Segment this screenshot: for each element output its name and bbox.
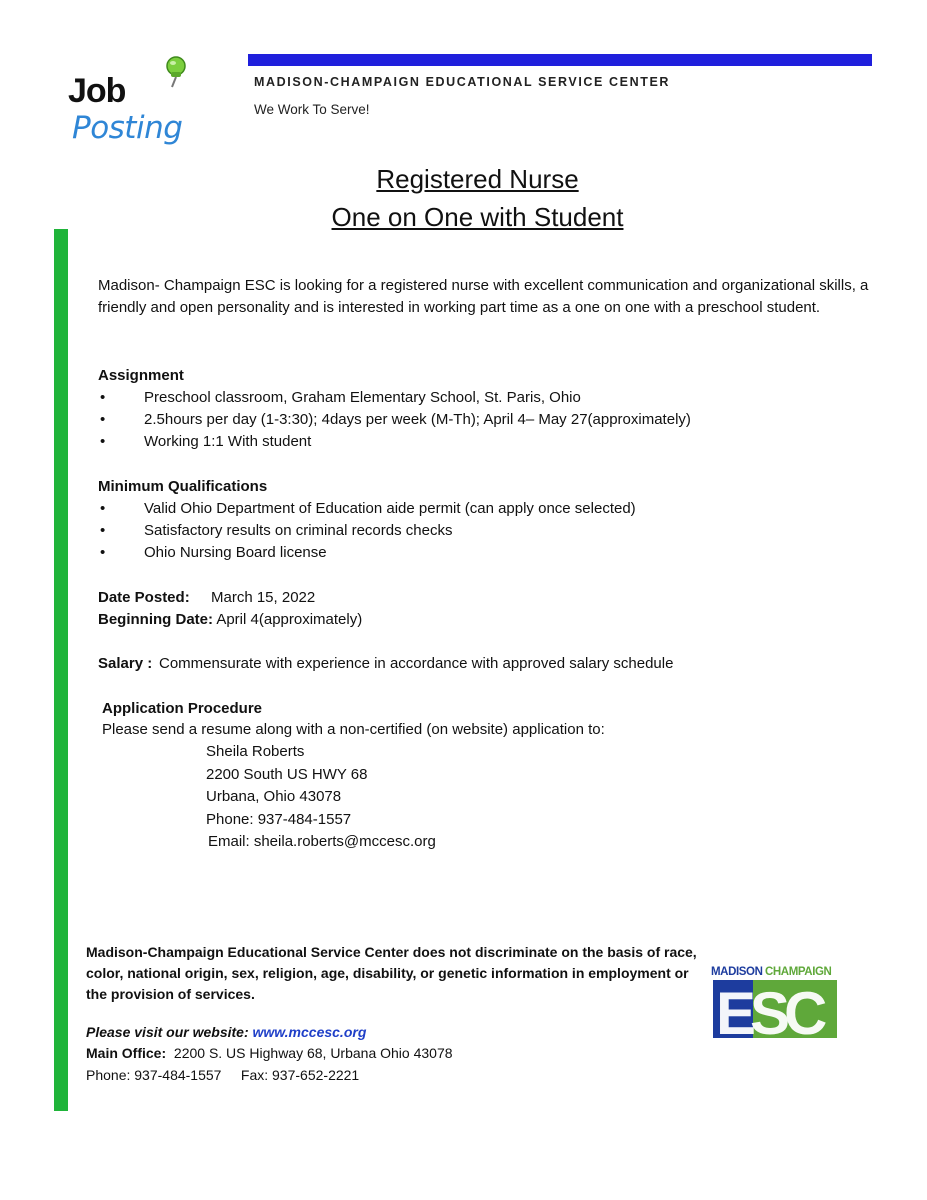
organization-name: MADISON-CHAMPAIGN EDUCATIONAL SERVICE CENTER <box>254 75 671 89</box>
esc-logo-word-champaign: CHAMPAIGN <box>765 966 832 978</box>
esc-logo-letters: ESC <box>716 980 822 1042</box>
header-color-bar <box>248 54 872 66</box>
job-title: Registered Nurse <box>376 164 579 194</box>
visit-label: Please visit our website: <box>86 1024 249 1040</box>
office-fax: Fax: 937-652-2221 <box>240 1067 360 1083</box>
date-posted-value: March 15, 2022 <box>211 589 316 606</box>
beginning-date-value: April 4(approximately) <box>213 611 363 628</box>
assignment-item: Preschool classroom, Graham Elementary School, St. Paris, Ohio <box>144 389 581 406</box>
contact-phone: Phone: 937-484-1557 <box>206 810 352 828</box>
assignment-heading: Assignment <box>98 367 184 384</box>
phone-fax-line <box>86 1067 359 1083</box>
logo-word-posting: Posting <box>72 110 183 146</box>
website-line <box>86 1024 366 1040</box>
date-posted-label: Date Posted: <box>98 589 190 606</box>
esc-logo-word-madison: MADISON <box>711 966 763 978</box>
intro-paragraph: Madison- Champaign ESC is looking for a registered nurse with excellent communication and organizational skills, a friendly and open personality and is interested in working part time as a one on one with a preschool student. <box>98 277 869 316</box>
contact-email[interactable]: Email: sheila.roberts@mccesc.org <box>208 833 436 850</box>
salary-value: Commensurate with experience in accordance with approved salary schedule <box>159 655 674 672</box>
left-accent-bar <box>54 229 68 1111</box>
main-office-address: 2200 S. US Highway 68, Urbana Ohio 43078 <box>173 1045 453 1061</box>
qualification-item: Valid Ohio Department of Education aide permit (can apply once selected) <box>144 500 636 517</box>
pushpin-icon <box>160 54 194 88</box>
website-link[interactable]: www.mccesc.org <box>252 1024 367 1040</box>
qualifications-heading: Minimum Qualifications <box>98 478 268 495</box>
qualification-item: Ohio Nursing Board license <box>144 544 327 561</box>
bullet-icon: • <box>100 411 106 428</box>
main-office-line <box>86 1045 453 1061</box>
logo-word-job: Job <box>68 72 126 110</box>
contact-street: 2200 South US HWY 68 <box>206 765 368 783</box>
assignment-item: 2.5hours per day (1-3:30); 4days per week (M-Th); April 4– May 27(approximately) <box>144 411 691 428</box>
nondiscrimination-statement: Madison-Champaign Educational Service Center does not discriminate on the basis of race, color, national origin, sex, religion, age, disability, or genetic information in employment or the provision of services. <box>86 944 697 1002</box>
application-instruction: Please send a resume along with a non-certified (on website) application to: <box>102 721 605 738</box>
job-subtitle: One on One with Student <box>331 202 624 232</box>
slogan: We Work To Serve! <box>254 102 370 117</box>
contact-city: Urbana, Ohio 43078 <box>206 788 342 805</box>
bullet-icon: • <box>100 433 106 450</box>
bullet-icon: • <box>100 389 106 406</box>
assignment-item: Working 1:1 With student <box>144 433 312 450</box>
application-heading: Application Procedure <box>102 700 263 717</box>
main-office-label: Main Office: <box>86 1045 167 1061</box>
salary-label: Salary : <box>98 655 153 672</box>
esc-logo <box>710 964 840 1042</box>
office-phone: Phone: 937-484-1557 <box>86 1067 222 1083</box>
job-posting-logo <box>62 52 198 156</box>
bullet-icon: • <box>100 544 106 561</box>
contact-address-block <box>206 741 436 854</box>
beginning-date <box>98 609 362 631</box>
contact-name: Sheila Roberts <box>206 743 305 760</box>
esc-logo-graphic <box>710 964 840 1042</box>
qualification-item: Satisfactory results on criminal records checks <box>144 522 453 539</box>
bullet-icon: • <box>100 522 106 539</box>
beginning-date-label: Beginning Date: <box>98 611 213 628</box>
bullet-icon: • <box>100 500 106 517</box>
